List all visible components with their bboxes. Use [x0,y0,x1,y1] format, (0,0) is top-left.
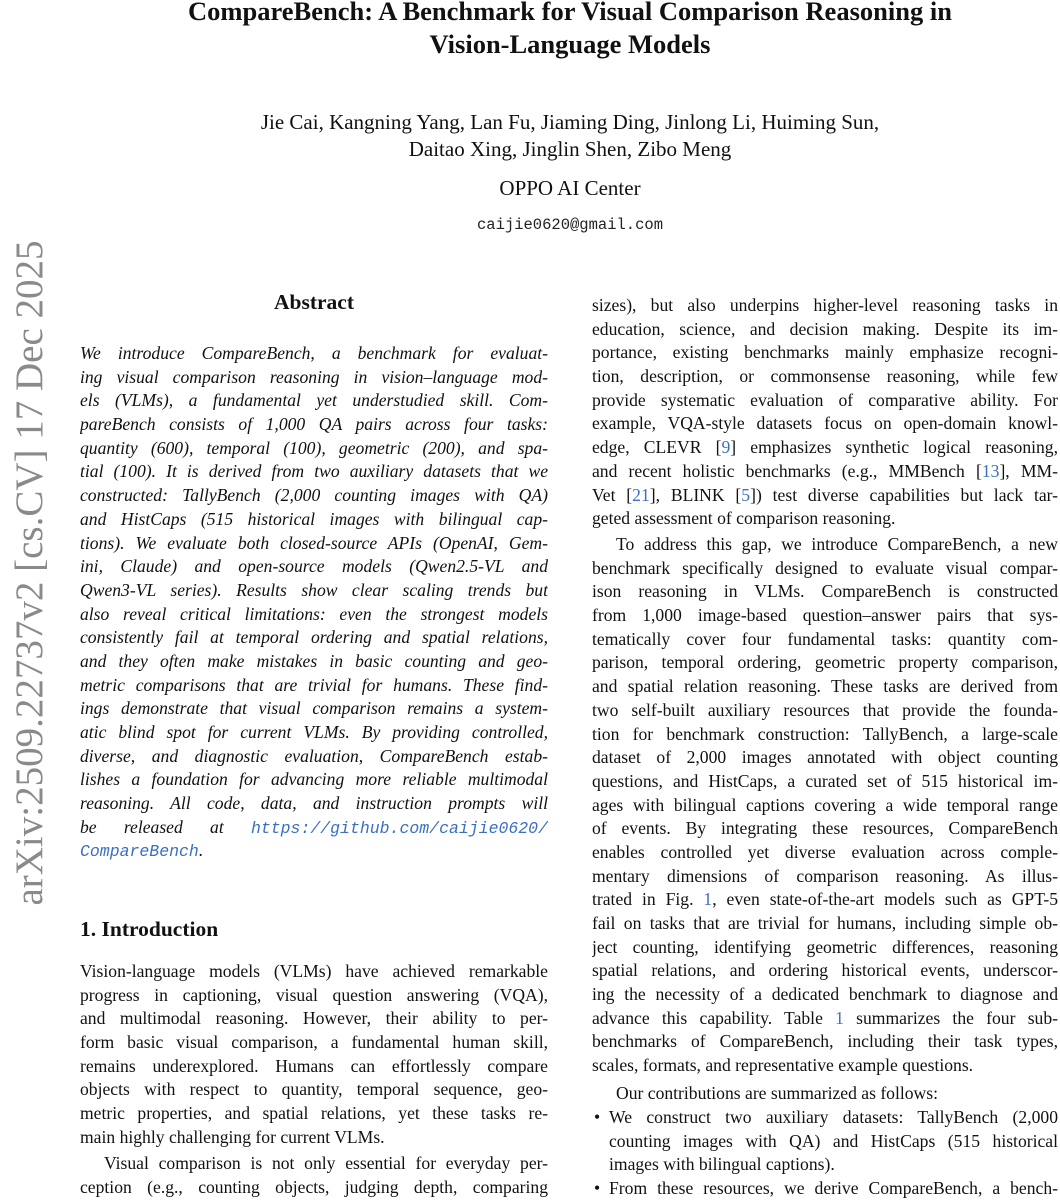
intro-paragraph-3 [592,533,1058,1078]
text-line: of events. By integrating these resources, CompareBench [592,818,1058,839]
text-line: consistently fail at temporal ordering and spatial relations, [80,627,548,648]
text-line [80,839,548,863]
citation-link[interactable]: 5 [741,484,751,505]
title-line: CompareBench: A Benchmark for Visual Comparison Reasoning in [188,0,952,26]
text-line [592,484,1058,508]
text-line: education, science, and decision making. Despite its im- [592,318,1058,339]
text-line: metric comparisons that are trivial for humans. These find- [80,674,548,695]
text-line: example, VQA-style datasets focus on open-domain knowl- [592,413,1058,434]
text-line: progress in captioning, visual question answering (VQA), [80,984,548,1005]
text-line: spatial relations, and ordering historical events, underscor- [592,960,1058,981]
text-line: els (VLMs), a fundamental yet understudied skill. Com- [80,390,548,411]
citation-link[interactable]: 9 [721,437,731,458]
intro-paragraph-1 [80,960,548,1150]
text-segment: . [198,840,204,861]
text-line: pareBench consists of 1,000 QA pairs across four tasks: [80,414,548,435]
text-segment: ], BLINK [ [649,484,742,505]
text-line: from 1,000 image-based question–answer pairs that sys- [592,605,1058,626]
bullet-icon: • [594,1107,601,1127]
citation-link[interactable]: 13 [981,460,1000,481]
paper-title [60,0,1060,61]
intro-paragraph-2-continued [592,294,1058,531]
text-line: benchmarks of CompareBench, including their task types, [592,1031,1058,1052]
text-segment: and recent holistic benchmarks (e.g., MMBench [ [592,460,982,481]
text-line: ison reasoning in VLMs. CompareBench is constructed [592,581,1058,602]
authors-line: Daitao Xing, Jinglin Shen, Zibo Meng [408,137,732,161]
text-line: ages with bilingual captions covering a wide temporal range [592,794,1058,815]
text-line: provide systematic evaluation of comparative ability. For [592,389,1058,410]
github-link[interactable]: CompareBench [80,842,199,862]
text-segment: ]) test diverse capabilities but lack tar- [750,484,1058,505]
text-line: fail on tasks that are trivial for humans, including simple ob- [592,913,1058,933]
authors-line: Jie Cai, Kangning Yang, Lan Fu, Jiaming Ding, Jinlong Li, Huiming Sun, [260,110,880,134]
text-line: mentary dimensions of comparison reasoning. As illus- [592,865,1058,886]
text-line: two self-built auxiliary resources that provide the founda- [592,699,1058,720]
author-email[interactable]: caijie0620@gmail.com [476,216,664,234]
intro-paragraph-4 [592,1082,1058,1106]
text-line [592,436,1058,460]
text-line: Vision-language models (VLMs) have achieved remarkable [80,961,548,981]
text-line: remains underexplored. Humans can effortlessly compare [80,1055,548,1076]
text-line: Our contributions are summarized as follows: [616,1083,938,1103]
text-line: tion for benchmark construction: TallyBench, a large-scale [592,723,1058,744]
text-line: questions, and HistCaps, a curated set of 515 historical im- [592,770,1058,791]
text-line: reasoning. All code, data, and instruction prompts will [80,793,548,814]
title-line: Vision-Language Models [429,29,711,59]
text-line: atic blind spot for current VLMs. By providing controlled, [80,722,548,742]
contribution-bullet-2 [609,1177,1058,1201]
text-line: metric properties, and spatial relations, yet these tasks re- [80,1103,548,1124]
text-line: enables controlled yet diverse evaluation across comple- [592,841,1058,862]
text-line: scales, formats, and representative example questions. [592,1055,974,1076]
text-segment: trated in Fig. [592,889,704,910]
text-segment: summarizes the four sub- [843,1007,1058,1028]
text-line: objects with respect to quantity, temporal sequence, geo- [80,1079,548,1100]
text-line: ini, Claude) and open-source models (Qwen2.5-VL and [80,556,548,577]
text-line [80,816,548,840]
text-line: lishes a foundation for advancing more reliable multimodal [80,769,548,790]
text-line: counting images with QA) and HistCaps (515 historical [609,1130,1058,1151]
text-line: main highly challenging for current VLMs. [80,1126,385,1147]
section-heading-introduction: 1. Introduction [80,917,219,941]
text-segment: Vet [ [592,484,633,505]
arxiv-identifier: arXiv:2509.22737v2 [cs.CV] 17 Dec 2025 [8,240,51,906]
text-line: constructed: TallyBench (2,000 counting images with QA) [80,485,548,506]
text-line: and they often make mistakes in basic counting and geo- [80,650,548,671]
text-line: sizes), but also underpins higher-level reasoning tasks in [592,295,1058,315]
text-line: quantity (600), temporal (100), geometric (200), and spa- [80,437,548,458]
text-line: images with bilingual captions). [609,1154,835,1175]
text-line: tions). We evaluate both closed-source APIs (OpenAI, Gem- [80,532,548,553]
text-line: dataset of 2,000 images annotated with object counting [592,747,1058,768]
text-line: Qwen3-VL series). Results show clear scaling trends but [80,579,548,600]
author-list [60,109,1060,163]
text-line: parison, temporal ordering, geometric property comparison, [592,652,1058,673]
text-line [592,1007,1058,1031]
citation-link[interactable]: 1 [703,889,713,910]
text-line: and multimodal reasoning. However, their ability to per- [80,1008,548,1029]
text-line: geted assessment of comparison reasoning. [592,508,896,529]
text-line: ings demonstrate that visual comparison remains a system- [80,698,548,719]
abstract-body [80,342,548,863]
text-segment: ], MM- [999,460,1058,481]
abstract-heading: Abstract [273,290,354,314]
github-link[interactable]: https://github.com/caijie0620/ [250,818,548,838]
text-line: Visual comparison is not only essential for everyday per- [104,1153,548,1173]
text-segment: be released at [80,816,251,837]
text-line: ject counting, identifying geometric differences, reasoning [592,936,1058,957]
bullet-icon: • [594,1178,601,1198]
citation-link[interactable]: 1 [835,1007,844,1028]
text-line: To address this gap, we introduce CompareBench, a new [616,534,1058,554]
text-line: We construct two auxiliary datasets: TallyBench (2,000 [609,1107,1058,1127]
text-line: tematically cover four fundamental tasks: quantity com- [592,628,1058,649]
text-line: benchmark specifically designed to evaluate visual compar- [592,557,1058,578]
text-line: We introduce CompareBench, a benchmark for evaluat- [80,343,548,363]
text-segment: edge, CLEVR [ [592,437,722,458]
text-line: portance, existing benchmarks mainly emphasize recogni- [592,342,1058,363]
text-line: ception (e.g., counting objects, judging depth, comparing [80,1176,548,1197]
text-segment: advance this capability. Table [592,1007,836,1028]
text-line: and HistCaps (515 historical images with bilingual cap- [80,508,548,529]
text-line: and spatial relation reasoning. These tasks are derived from [592,676,1058,697]
text-line: diverse, and diagnostic evaluation, CompareBench estab- [80,745,548,766]
text-line [592,460,1058,484]
text-segment: ] emphasizes synthetic logical reasoning, [730,437,1058,458]
text-line: tion, description, or commonsense reasoning, while few [592,366,1058,387]
text-line: form basic visual comparison, a fundamental human skill, [80,1032,548,1053]
citation-link[interactable]: 21 [632,484,650,505]
text-segment: , even state-of-the-art models such as GPT-5 [712,889,1058,910]
text-line: tial (100). It is derived from two auxiliary datasets that we [80,461,548,482]
text-line: also reveal critical limitations: even the strongest models [80,603,548,624]
contribution-bullet-1 [609,1106,1058,1177]
text-line: From these resources, we derive CompareBench, a bench- [609,1178,1058,1198]
intro-paragraph-2 [80,1152,548,1199]
text-line: ing visual comparison reasoning in vision–language mod- [80,366,548,387]
text-line [592,888,1058,912]
text-line: ing the necessity of a dedicated benchmark to diagnose and [592,984,1058,1005]
affiliation: OPPO AI Center [499,176,641,200]
